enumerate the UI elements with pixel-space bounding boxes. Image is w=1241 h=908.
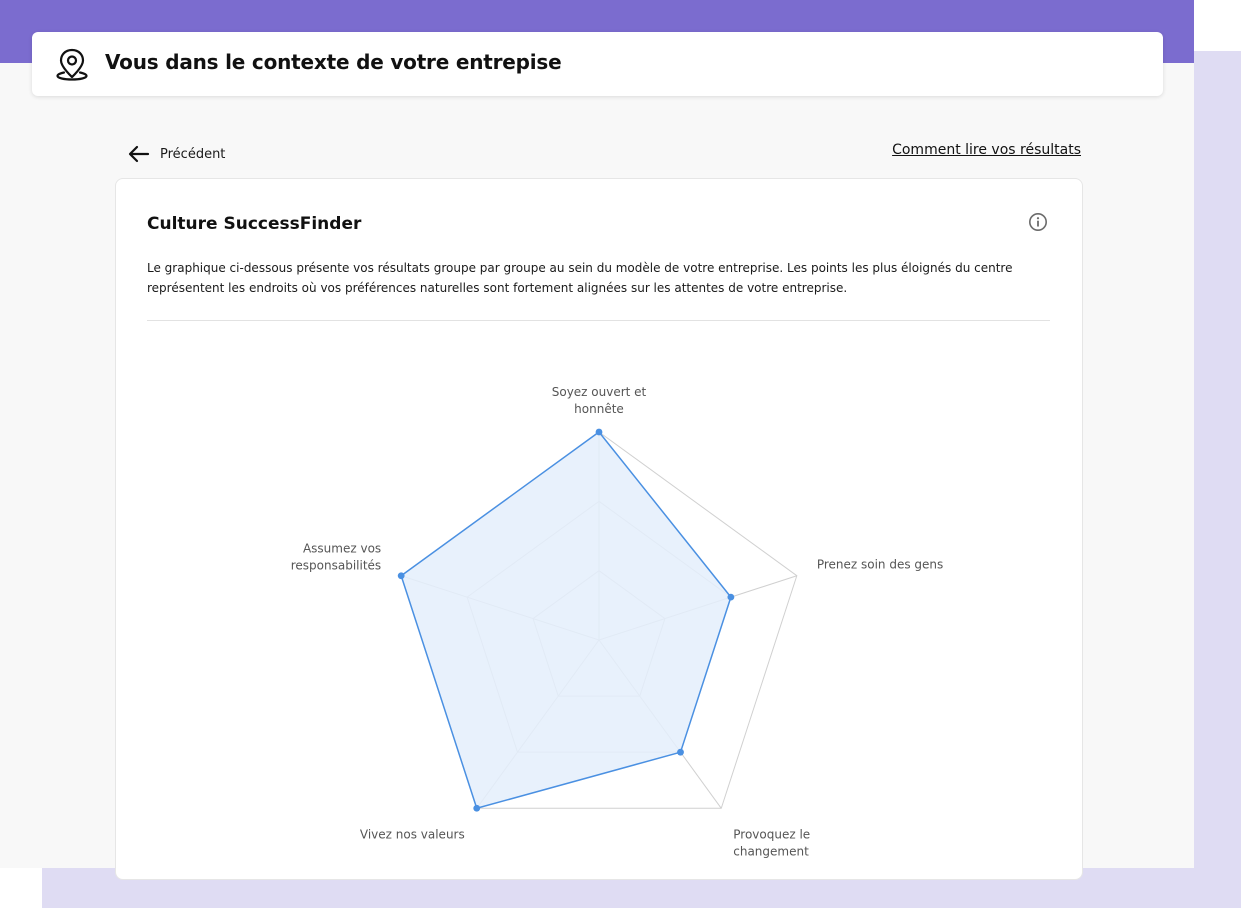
page-title: Vous dans le contexte de votre entrepise bbox=[105, 50, 562, 74]
card-description: Le graphique ci-dessous présente vos résultats groupe par groupe au sein du modèle de votre entreprise. Les points les plus éloignés du centre représentent les endroits où vos préférences naturelles sont fortement alignées sur les attentes de votre entreprise. bbox=[147, 261, 1013, 295]
axis-label-3: Provoquez le changement bbox=[733, 827, 811, 859]
card-title: Culture SuccessFinder bbox=[147, 214, 362, 234]
data-point-2 bbox=[727, 594, 734, 601]
data-point-3 bbox=[677, 749, 684, 756]
culture-card bbox=[115, 178, 1083, 880]
axis-label-1: Soyez ouvert et honnête bbox=[551, 385, 647, 416]
axis-label-2: Prenez soin des gens bbox=[816, 557, 944, 572]
back-button[interactable] bbox=[128, 142, 225, 166]
how-to-read-results-link[interactable]: Comment lire vos résultats bbox=[892, 142, 1081, 158]
data-point-4 bbox=[473, 805, 480, 812]
background-accent-right bbox=[1194, 51, 1241, 908]
data-point-5 bbox=[398, 572, 405, 579]
data-point-1 bbox=[596, 429, 603, 436]
radar-chart bbox=[116, 179, 1082, 869]
page-header bbox=[32, 32, 1163, 96]
location-pin-icon bbox=[54, 46, 90, 82]
back-button-label: Précédent bbox=[160, 146, 226, 162]
arrow-left-icon bbox=[128, 145, 150, 163]
axis-label-5: Assumez vos responsabilités bbox=[290, 541, 382, 573]
axis-label-4: Vivez nos valeurs bbox=[359, 827, 465, 842]
